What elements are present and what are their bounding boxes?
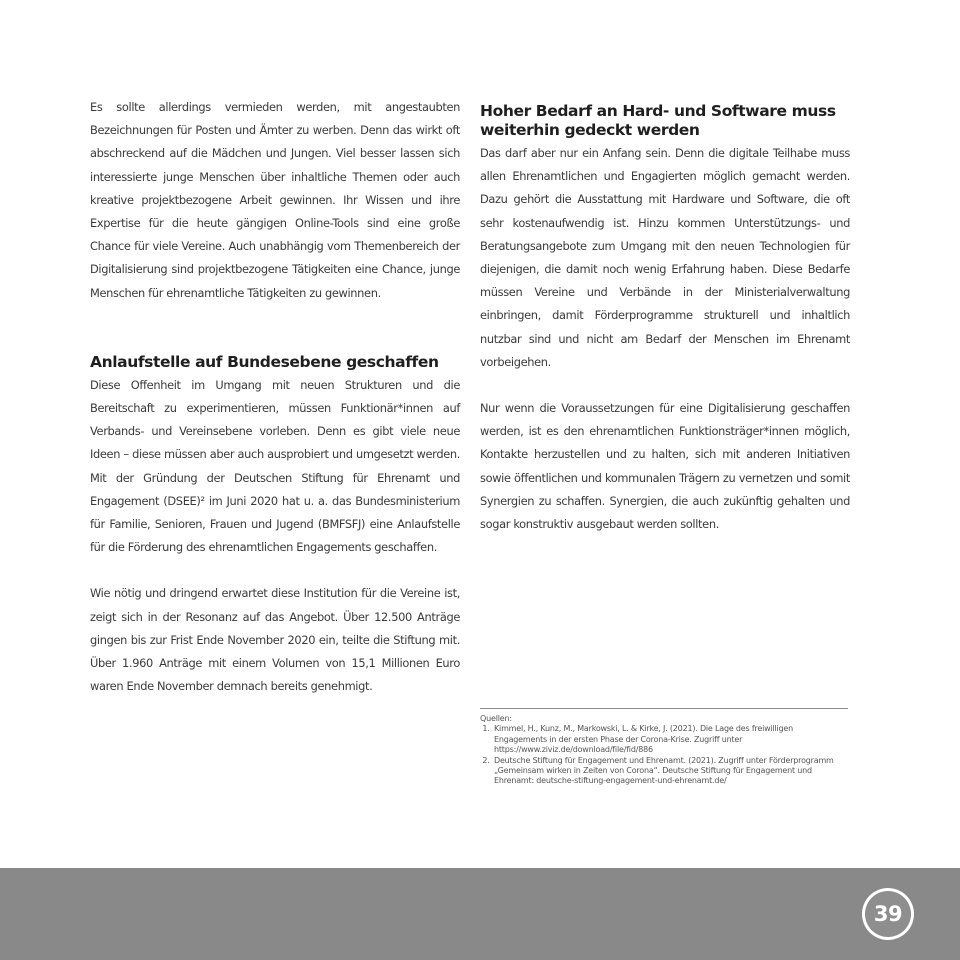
source-item: 1. Kimmel, H., Kunz, M., Markowski, L. & Kirke, J. (2021). Die Lage des freiwilligen Engagements in der ersten Phase der Corona-Krise. Zugriff unter https://www.ziviz.de/download/file/fid/886: [492, 724, 848, 755]
section-heading-hardware: Hoher Bedarf an Hard- und Software muss weiterhin gedeckt werden: [480, 102, 836, 139]
right-paragraph-1: Das darf aber nur ein Anfang sein. Denn die digitale Teilhabe muss allen Ehrenamtlichen und Engagierten möglich gemacht werden. Dazu gehört die Ausstattung mit Hardware und Software, die oft sehr kostenaufwendig ist. Hinzu kommen Unterstützungs- und Beratungsangebote zum Umgang mit den neuen Technologien für diejenigen, die damit noch wenig Erfahrung haben. Diese Bedarfe müssen Vereine und Verbände in der Ministerialverwaltung einbringen, damit Förderprogramme strukturell und inhaltlich nutzbar sind und nicht am Bedarf der Menschen im Ehrenamt vorbeigehen.: [480, 146, 850, 369]
page-number-badge: [862, 888, 914, 940]
left-column: [90, 96, 460, 698]
sources-block: [480, 708, 848, 787]
page-number: 39: [865, 891, 911, 937]
section-heading-anlaufstelle: Anlaufstelle auf Bundesebene geschaffen: [90, 352, 439, 371]
source-item: 2. Deutsche Stiftung für Engagement und Ehrenamt. (2021). Zugriff unter Förderprogramm „Gemeinsam wirken in Zeiten von Corona“. Deutsche Stiftung für Engagement und Ehrenamt: deutsche-stiftung-engagement-und-ehrenamt.de/: [492, 756, 848, 787]
right-paragraph-2: Nur wenn die Voraussetzungen für eine Digitalisierung geschaffen werden, ist es den ehrenamtlichen Funktionsträger*innen möglich, Kontakte herzustellen und zu halten, sich mit anderen Initiativen sowie öffentlichen und kommunalen Trägern zu vernetzen und somit Synergien zu schaffen. Synergien, die auch zukünftig gehalten und sogar konstruktiv ausgebaut werden sollten.: [480, 401, 850, 532]
sources-list: [480, 724, 848, 786]
right-column: [480, 96, 850, 536]
intro-paragraph: Es sollte allerdings vermieden werden, mit angestaubten Bezeichnungen für Posten und Ämter zu werben. Denn das wirkt oft abschreckend auf die Mädchen und Jungen. Viel besser lassen sich interessierte junge Menschen über inhaltliche Themen oder auch kreative projektbezogene Arbeit gewinnen. Ihr Wissen und ihre Expertise für die heute gängigen Online-Tools sind eine große Chance für viele Vereine. Auch unabhängig vom Themenbereich der Digitalisierung sind projektbezogene Tätigkeiten eine Chance, junge Menschen für ehrenamtliche Tätigkeiten zu gewinnen.: [90, 100, 460, 300]
sources-label: Quellen:: [480, 714, 512, 723]
footer-bar: [0, 868, 960, 960]
section-paragraph-2: Wie nötig und dringend erwartet diese Institution für die Vereine ist, zeigt sich in der Resonanz auf das Angebot. Über 12.500 Anträge gingen bis zur Frist Ende November 2020 ein, teilte die Stiftung mit. Über 1.960 Anträge mit einem Volumen von 15,1 Millionen Euro waren Ende November demnach bereits genehmigt.: [90, 586, 460, 694]
section-paragraph-1: Diese Offenheit im Umgang mit neuen Strukturen und die Bereitschaft zu experimentieren, müssen Funktionär*innen auf Verbands- und Vereinsebene vorleben. Denn es gibt viele neue Ideen – diese müssen aber auch ausprobiert und umgesetzt werden. Mit der Gründung der Deutschen Stiftung für Ehrenamt und Engagement (DSEE)² im Juni 2020 hat u. a. das Bundesministerium für Familie, Senioren, Frauen und Jugend (BMFSFJ) eine Anlaufstelle für die Förderung des ehrenamtlichen Engagements geschaffen.: [90, 377, 460, 555]
